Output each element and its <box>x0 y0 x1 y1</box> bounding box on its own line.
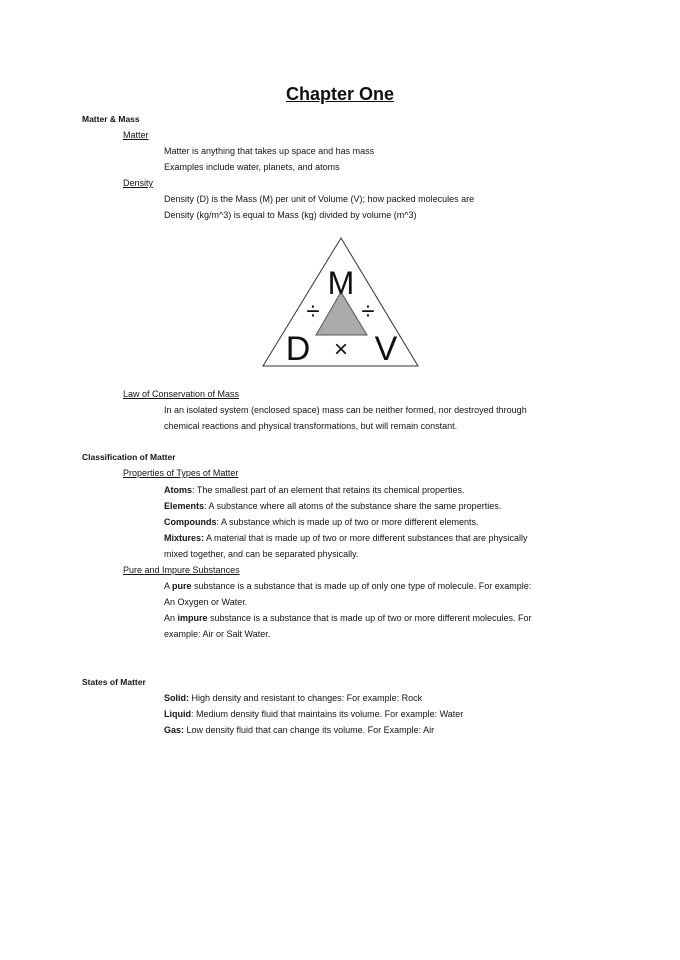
mass-label: M <box>327 265 355 301</box>
section-heading-matter-mass: Matter & Mass <box>82 114 140 124</box>
pure-line <box>164 580 531 592</box>
text: substance is a substance that is made up of only one type of molecule. For example: <box>191 581 532 591</box>
property-item-cont: mixed together, and can be separated physically. <box>164 549 359 559</box>
subheading-pure-impure: Pure and Impure Substances <box>123 565 240 575</box>
property-item <box>164 532 528 544</box>
state-item <box>164 724 434 736</box>
matter-line: Matter is anything that takes up space and has mass <box>164 146 375 156</box>
subheading-density: Density <box>123 178 154 188</box>
text: A <box>164 581 173 591</box>
property-item <box>164 516 478 528</box>
density-label: D <box>285 330 311 368</box>
density-line: Density (kg/m^3) is equal to Mass (kg) divided by volume (m^3) <box>164 210 417 220</box>
term: Elements <box>164 501 205 511</box>
term: Atoms <box>164 485 193 495</box>
text: substance is a substance that is made up of two or more different molecules. For <box>207 613 532 623</box>
state-item <box>164 708 463 720</box>
times-sign: × <box>333 336 349 363</box>
volume-label: V <box>374 330 398 368</box>
section-heading-states: States of Matter <box>82 677 146 687</box>
term: Liquid <box>164 709 191 719</box>
term: impure <box>177 613 208 623</box>
text: An <box>164 613 178 623</box>
state-item <box>164 692 422 704</box>
term: Solid: <box>164 693 189 703</box>
property-item <box>164 484 464 496</box>
matter-line: Examples include water, planets, and atoms <box>164 162 340 172</box>
subheading-matter: Matter <box>123 130 149 140</box>
subheading-properties: Properties of Types of Matter <box>123 468 239 478</box>
page-title: Chapter One <box>285 84 395 104</box>
definition: : The smallest part of an element that retains its chemical properties. <box>192 485 465 495</box>
property-item <box>164 500 501 512</box>
definition: : Medium density fluid that maintains its volume. For example: Water <box>191 709 464 719</box>
term: Gas: <box>164 725 185 735</box>
pure-line-cont: An Oxygen or Water. <box>164 597 248 607</box>
term: pure <box>172 581 192 591</box>
definition: Low density fluid that can change its volume. For Example: Air <box>184 725 435 735</box>
impure-line <box>164 612 532 624</box>
section-heading-classification: Classification of Matter <box>82 452 176 462</box>
density-line: Density (D) is the Mass (M) per unit of Volume (V); how packed molecules are <box>164 194 475 204</box>
conservation-line: In an isolated system (enclosed space) mass can be neither formed, nor destroyed through <box>164 405 527 415</box>
density-triangle-diagram <box>255 232 425 372</box>
conservation-line: chemical reactions and physical transformations, but will remain constant. <box>164 421 458 431</box>
definition: High density and resistant to changes: For example: Rock <box>189 693 423 703</box>
impure-line-cont: example: Air or Salt Water. <box>164 629 271 639</box>
subheading-conservation: Law of Conservation of Mass <box>123 389 240 399</box>
definition: A material that is made up of two or more different substances that are physically <box>204 533 528 543</box>
divide-right: ÷ <box>361 298 375 325</box>
definition: : A substance where all atoms of the substance share the same properties. <box>204 501 502 511</box>
term: Mixtures: <box>164 533 205 543</box>
definition: : A substance which is made up of two or more different elements. <box>216 517 479 527</box>
term: Compounds <box>164 517 217 527</box>
divide-left: ÷ <box>306 298 320 325</box>
